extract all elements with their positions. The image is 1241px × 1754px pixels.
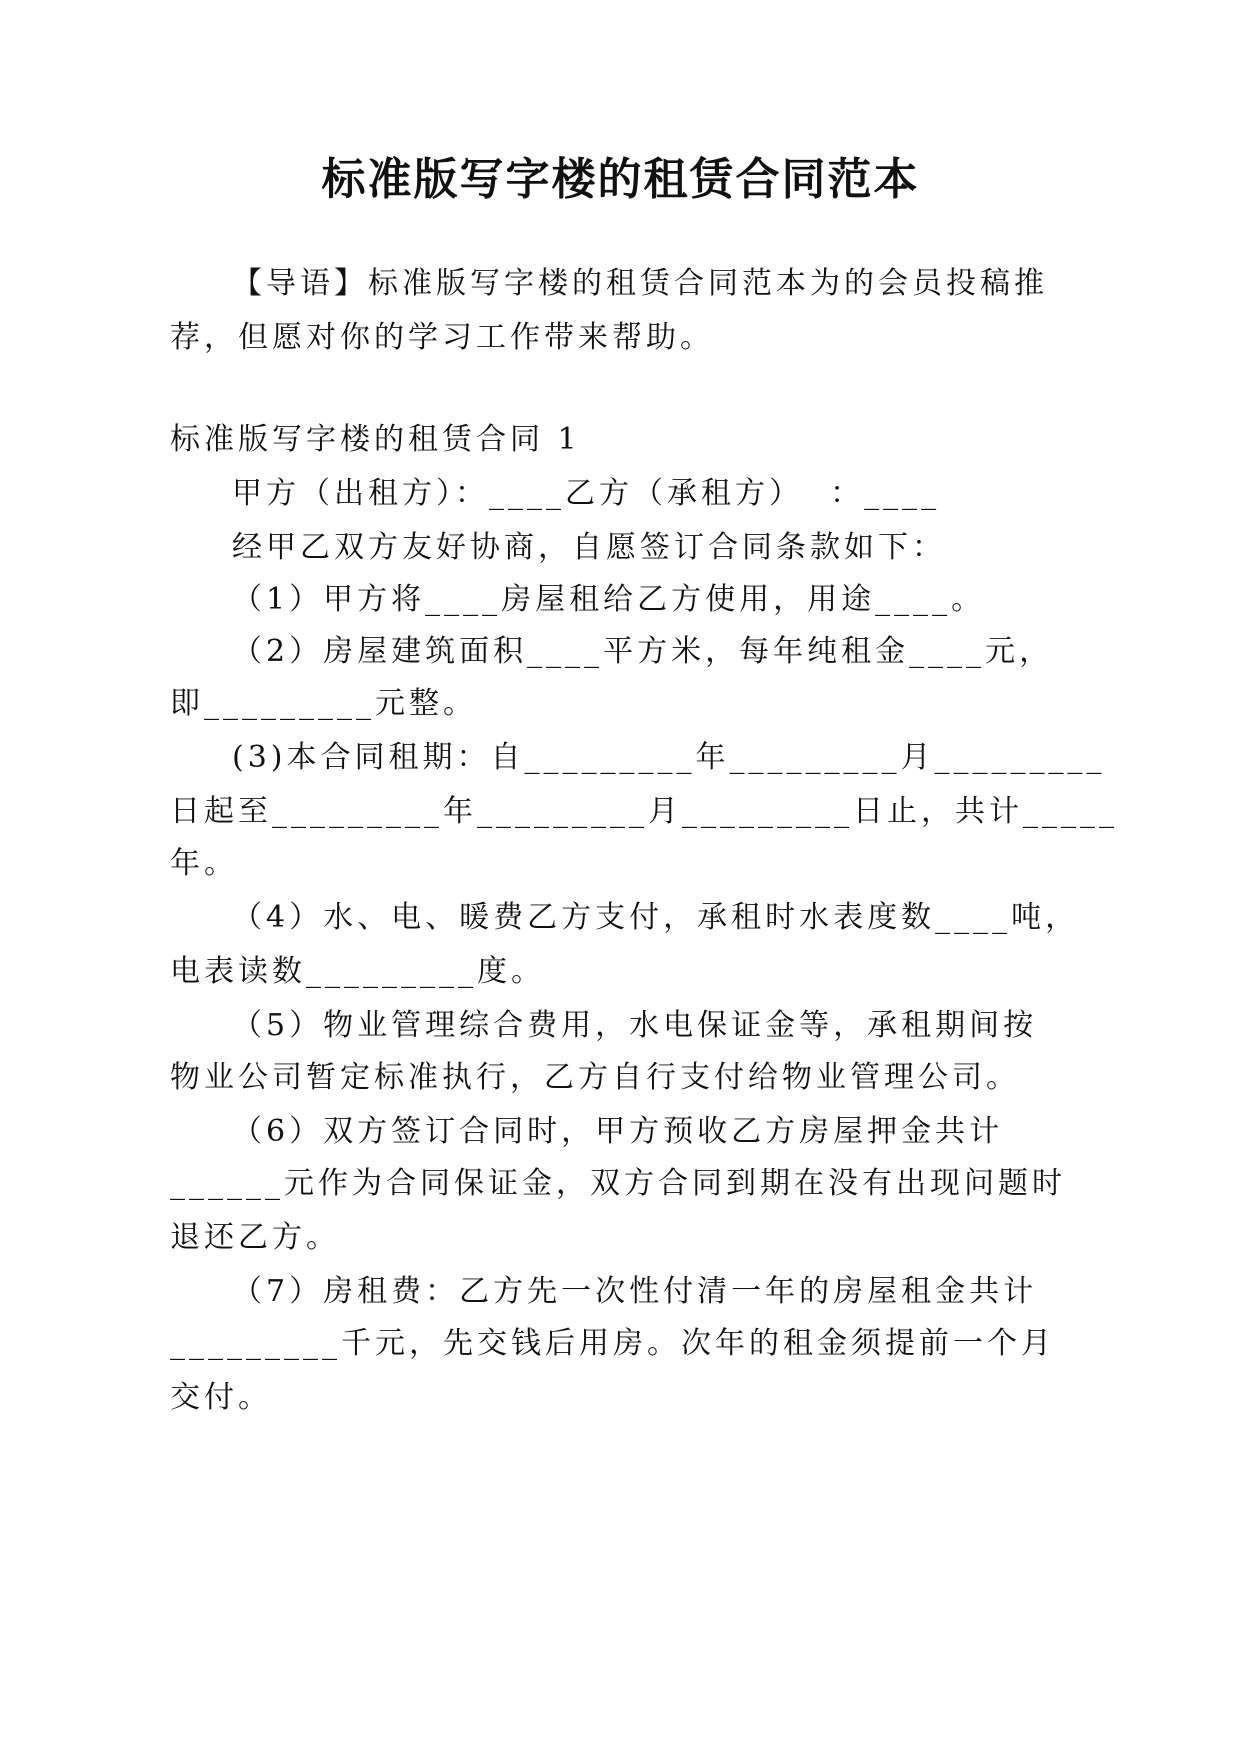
clause-4-line-1: （4）水、电、暖费乙方支付，承租时水表度数____吨， bbox=[232, 900, 1080, 935]
clause-3-line-2: 日起至_________年_________月_________日止，共计_____ bbox=[170, 794, 1118, 829]
clause-7-line-3: 交付。 bbox=[170, 1380, 272, 1415]
clause-7-line-2: _________千元，先交钱后用房。次年的租金须提前一个月 bbox=[170, 1326, 1055, 1361]
intro-line-1: 【导语】标准版写字楼的租赁合同范本为的会员投稿推 bbox=[232, 266, 1048, 301]
clause-1-line-1: （1）甲方将____房屋租给乙方使用，用途____。 bbox=[232, 582, 986, 617]
clause-3-line-3: 年。 bbox=[170, 846, 238, 881]
clause-4-line-2: 电表读数_________度。 bbox=[170, 954, 545, 989]
agreement-line: 经甲乙双方友好协商，自愿签订合同条款如下： bbox=[232, 530, 946, 565]
clause-6-line-3: 退还乙方。 bbox=[170, 1220, 340, 1255]
clause-6-line-2: ______元作为合同保证金，双方合同到期在没有出现问题时 bbox=[170, 1166, 1066, 1201]
intro-line-2: 荐，但愿对你的学习工作带来帮助。 bbox=[170, 320, 714, 355]
document-title: 标准版写字楼的租赁合同范本 bbox=[321, 154, 920, 205]
section-heading: 标准版写字楼的租赁合同 1 bbox=[170, 422, 581, 457]
clause-5-line-2: 物业公司暂定标准执行，乙方自行支付给物业管理公司。 bbox=[170, 1060, 1020, 1095]
clause-2-line-1: （2）房屋建筑面积____平方米，每年纯租金____元， bbox=[232, 634, 1054, 669]
clause-3-line-1: (3)本合同租期：自_________年_________月_________ bbox=[232, 740, 1106, 775]
clause-5-line-1: （5）物业管理综合费用，水电保证金等，承租期间按 bbox=[232, 1008, 1038, 1043]
clause-6-line-1: （6）双方签订合同时，甲方预收乙方房屋押金共计 bbox=[232, 1114, 1004, 1149]
clause-2-line-2: 即_________元整。 bbox=[170, 686, 477, 721]
parties-line: 甲方（出租方）：____乙方（承租方） ：____ bbox=[232, 476, 941, 511]
clause-7-line-1: （7）房租费：乙方先一次性付清一年的房屋租金共计 bbox=[232, 1274, 1038, 1309]
